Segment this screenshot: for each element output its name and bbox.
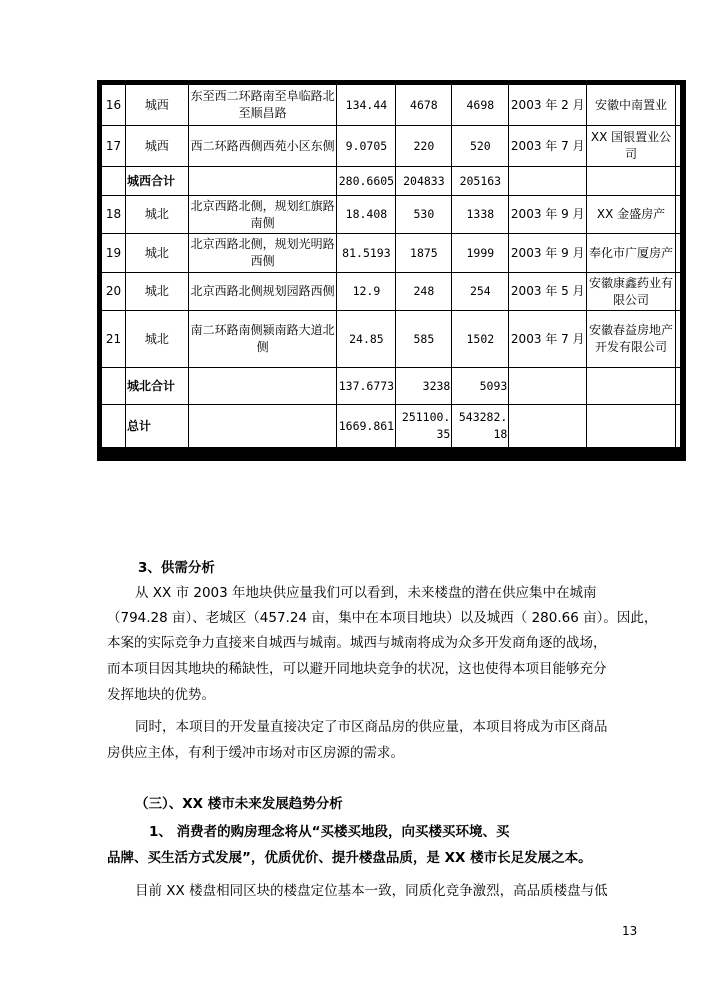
acreage-cell: 134.44 [337, 85, 395, 125]
blank-cell [509, 405, 586, 447]
table-row [102, 273, 680, 310]
table-row [102, 85, 680, 125]
table-row [102, 126, 680, 166]
row-number: 19 [102, 234, 125, 272]
subtotal-value1: 3238 [396, 368, 451, 404]
row-number: 21 [102, 311, 125, 367]
grand-total-value2: 543282.18 [452, 405, 508, 447]
blank-cell [102, 368, 125, 404]
blank-cell [676, 85, 680, 125]
subtotal-value1: 204833 [396, 167, 451, 195]
section-heading: 3、供需分析 [138, 560, 215, 576]
subtotal-value2: 205163 [452, 167, 508, 195]
value1-cell: 248 [396, 273, 451, 310]
paragraph-line: （794.28 亩）、老城区（457.24 亩，集中在本项目地块）以及城西（ 280.66 亩）。因此， [107, 610, 658, 626]
paragraph-line: 从 XX 市 2003 年地块供应量我们可以看到，未来楼盘的潜在供应集中在城南 [135, 585, 597, 601]
blank-cell [509, 368, 586, 404]
blank-cell [509, 167, 586, 195]
value2-cell: 254 [452, 273, 508, 310]
table-row [102, 311, 680, 367]
value1-cell: 4678 [396, 85, 451, 125]
date-cell: 2003 年 5 月 [509, 273, 586, 310]
date-cell: 2003 年 7 月 [509, 126, 586, 166]
subtotal-acreage: 280.6605 [337, 167, 395, 195]
blank-cell [587, 167, 675, 195]
date-cell: 2003 年 9 月 [509, 196, 586, 233]
blank-cell [587, 405, 675, 447]
blank-cell [102, 405, 125, 447]
land-supply-table-frame [97, 80, 686, 461]
page-number: 13 [622, 924, 638, 938]
grand-total-row [102, 405, 680, 447]
land-supply-table [101, 84, 681, 448]
table-row [102, 234, 680, 272]
subtotal-acreage: 137.6773 [337, 368, 395, 404]
grand-total-acreage: 1669.861 [337, 405, 395, 447]
value2-cell: 520 [452, 126, 508, 166]
subtotal-row [102, 167, 680, 195]
blank-cell [676, 405, 680, 447]
value2-cell: 1502 [452, 311, 508, 367]
paragraph-line: 房供应主体，有利于缓冲市场对市区房源的需求。 [107, 745, 404, 761]
paragraph-line: 同时，本项目的开发量直接决定了市区商品房的供应量，本项目将成为市区商品 [135, 719, 608, 735]
area-cell: 城北 [126, 196, 188, 233]
blank-cell [189, 167, 337, 195]
area-cell: 城西 [126, 126, 188, 166]
acreage-cell: 9.0705 [337, 126, 395, 166]
location-cell: 东至西二环路南至阜临路北至顺昌路 [189, 85, 337, 125]
section-heading: （三）、XX 楼市未来发展趋势分析 [135, 796, 343, 812]
company-cell: 奉化市广厦房产 [587, 234, 675, 272]
blank-cell [676, 368, 680, 404]
area-cell: 城北 [126, 311, 188, 367]
blank-cell [676, 234, 680, 272]
row-number: 18 [102, 196, 125, 233]
point-line: 品牌、买生活方式发展”，优质优价、提升楼盘品质，是 XX 楼市长足发展之本。 [107, 850, 592, 866]
acreage-cell: 18.408 [337, 196, 395, 233]
value1-cell: 585 [396, 311, 451, 367]
value1-cell: 1875 [396, 234, 451, 272]
paragraph-line: 本案的实际竞争力直接来自城西与城南。城西与城南将成为众多开发商角逐的战场， [107, 635, 607, 651]
value1-cell: 220 [396, 126, 451, 166]
row-number: 17 [102, 126, 125, 166]
value2-cell: 1999 [452, 234, 508, 272]
blank-cell [676, 196, 680, 233]
acreage-cell: 81.5193 [337, 234, 395, 272]
location-cell: 南二环路南侧颍南路大道北侧 [189, 311, 337, 367]
value2-cell: 1338 [452, 196, 508, 233]
blank-cell [676, 311, 680, 367]
grand-total-label: 总计 [126, 405, 188, 447]
row-number: 20 [102, 273, 125, 310]
subtotal-label: 城北合计 [126, 368, 188, 404]
blank-cell [587, 368, 675, 404]
subtotal-row [102, 368, 680, 404]
value2-cell: 4698 [452, 85, 508, 125]
location-cell: 北京西路北侧规划园路西侧 [189, 273, 337, 310]
date-cell: 2003 年 2 月 [509, 85, 586, 125]
area-cell: 城北 [126, 234, 188, 272]
subtotal-value2: 5093 [452, 368, 508, 404]
table-row [102, 196, 680, 233]
location-cell: 北京西路北侧，规划红旗路南侧 [189, 196, 337, 233]
company-cell: XX 国银置业公司 [587, 126, 675, 166]
grand-total-value1: 251100.35 [396, 405, 451, 447]
blank-cell [676, 126, 680, 166]
date-cell: 2003 年 7 月 [509, 311, 586, 367]
point-line: 1、 消费者的购房理念将从“买楼买地段，向买楼买环境、买 [149, 824, 510, 840]
row-number: 16 [102, 85, 125, 125]
value1-cell: 530 [396, 196, 451, 233]
acreage-cell: 12.9 [337, 273, 395, 310]
location-cell: 北京西路北侧，规划光明路西侧 [189, 234, 337, 272]
area-cell: 城西 [126, 85, 188, 125]
company-cell: 安徽春益房地产开发有限公司 [587, 311, 675, 367]
blank-cell [676, 273, 680, 310]
blank-cell [102, 167, 125, 195]
company-cell: XX 金盛房产 [587, 196, 675, 233]
blank-cell [676, 167, 680, 195]
date-cell: 2003 年 9 月 [509, 234, 586, 272]
paragraph-line: 发挥地块的优势。 [107, 687, 215, 703]
paragraph-line: 而本项目因其地块的稀缺性，可以避开同地块竞争的状况，这也使得本项目能够充分 [107, 661, 607, 677]
company-cell: 安徽中南置业 [587, 85, 675, 125]
blank-cell [189, 405, 337, 447]
subtotal-label: 城西合计 [126, 167, 188, 195]
area-cell: 城北 [126, 273, 188, 310]
paragraph-line: 目前 XX 楼盘相同区块的楼盘定位基本一致，同质化竞争激烈，高品质楼盘与低 [135, 883, 608, 899]
location-cell: 西二环路西侧西苑小区东侧 [189, 126, 337, 166]
acreage-cell: 24.85 [337, 311, 395, 367]
blank-cell [189, 368, 337, 404]
company-cell: 安徽康鑫药业有限公司 [587, 273, 675, 310]
